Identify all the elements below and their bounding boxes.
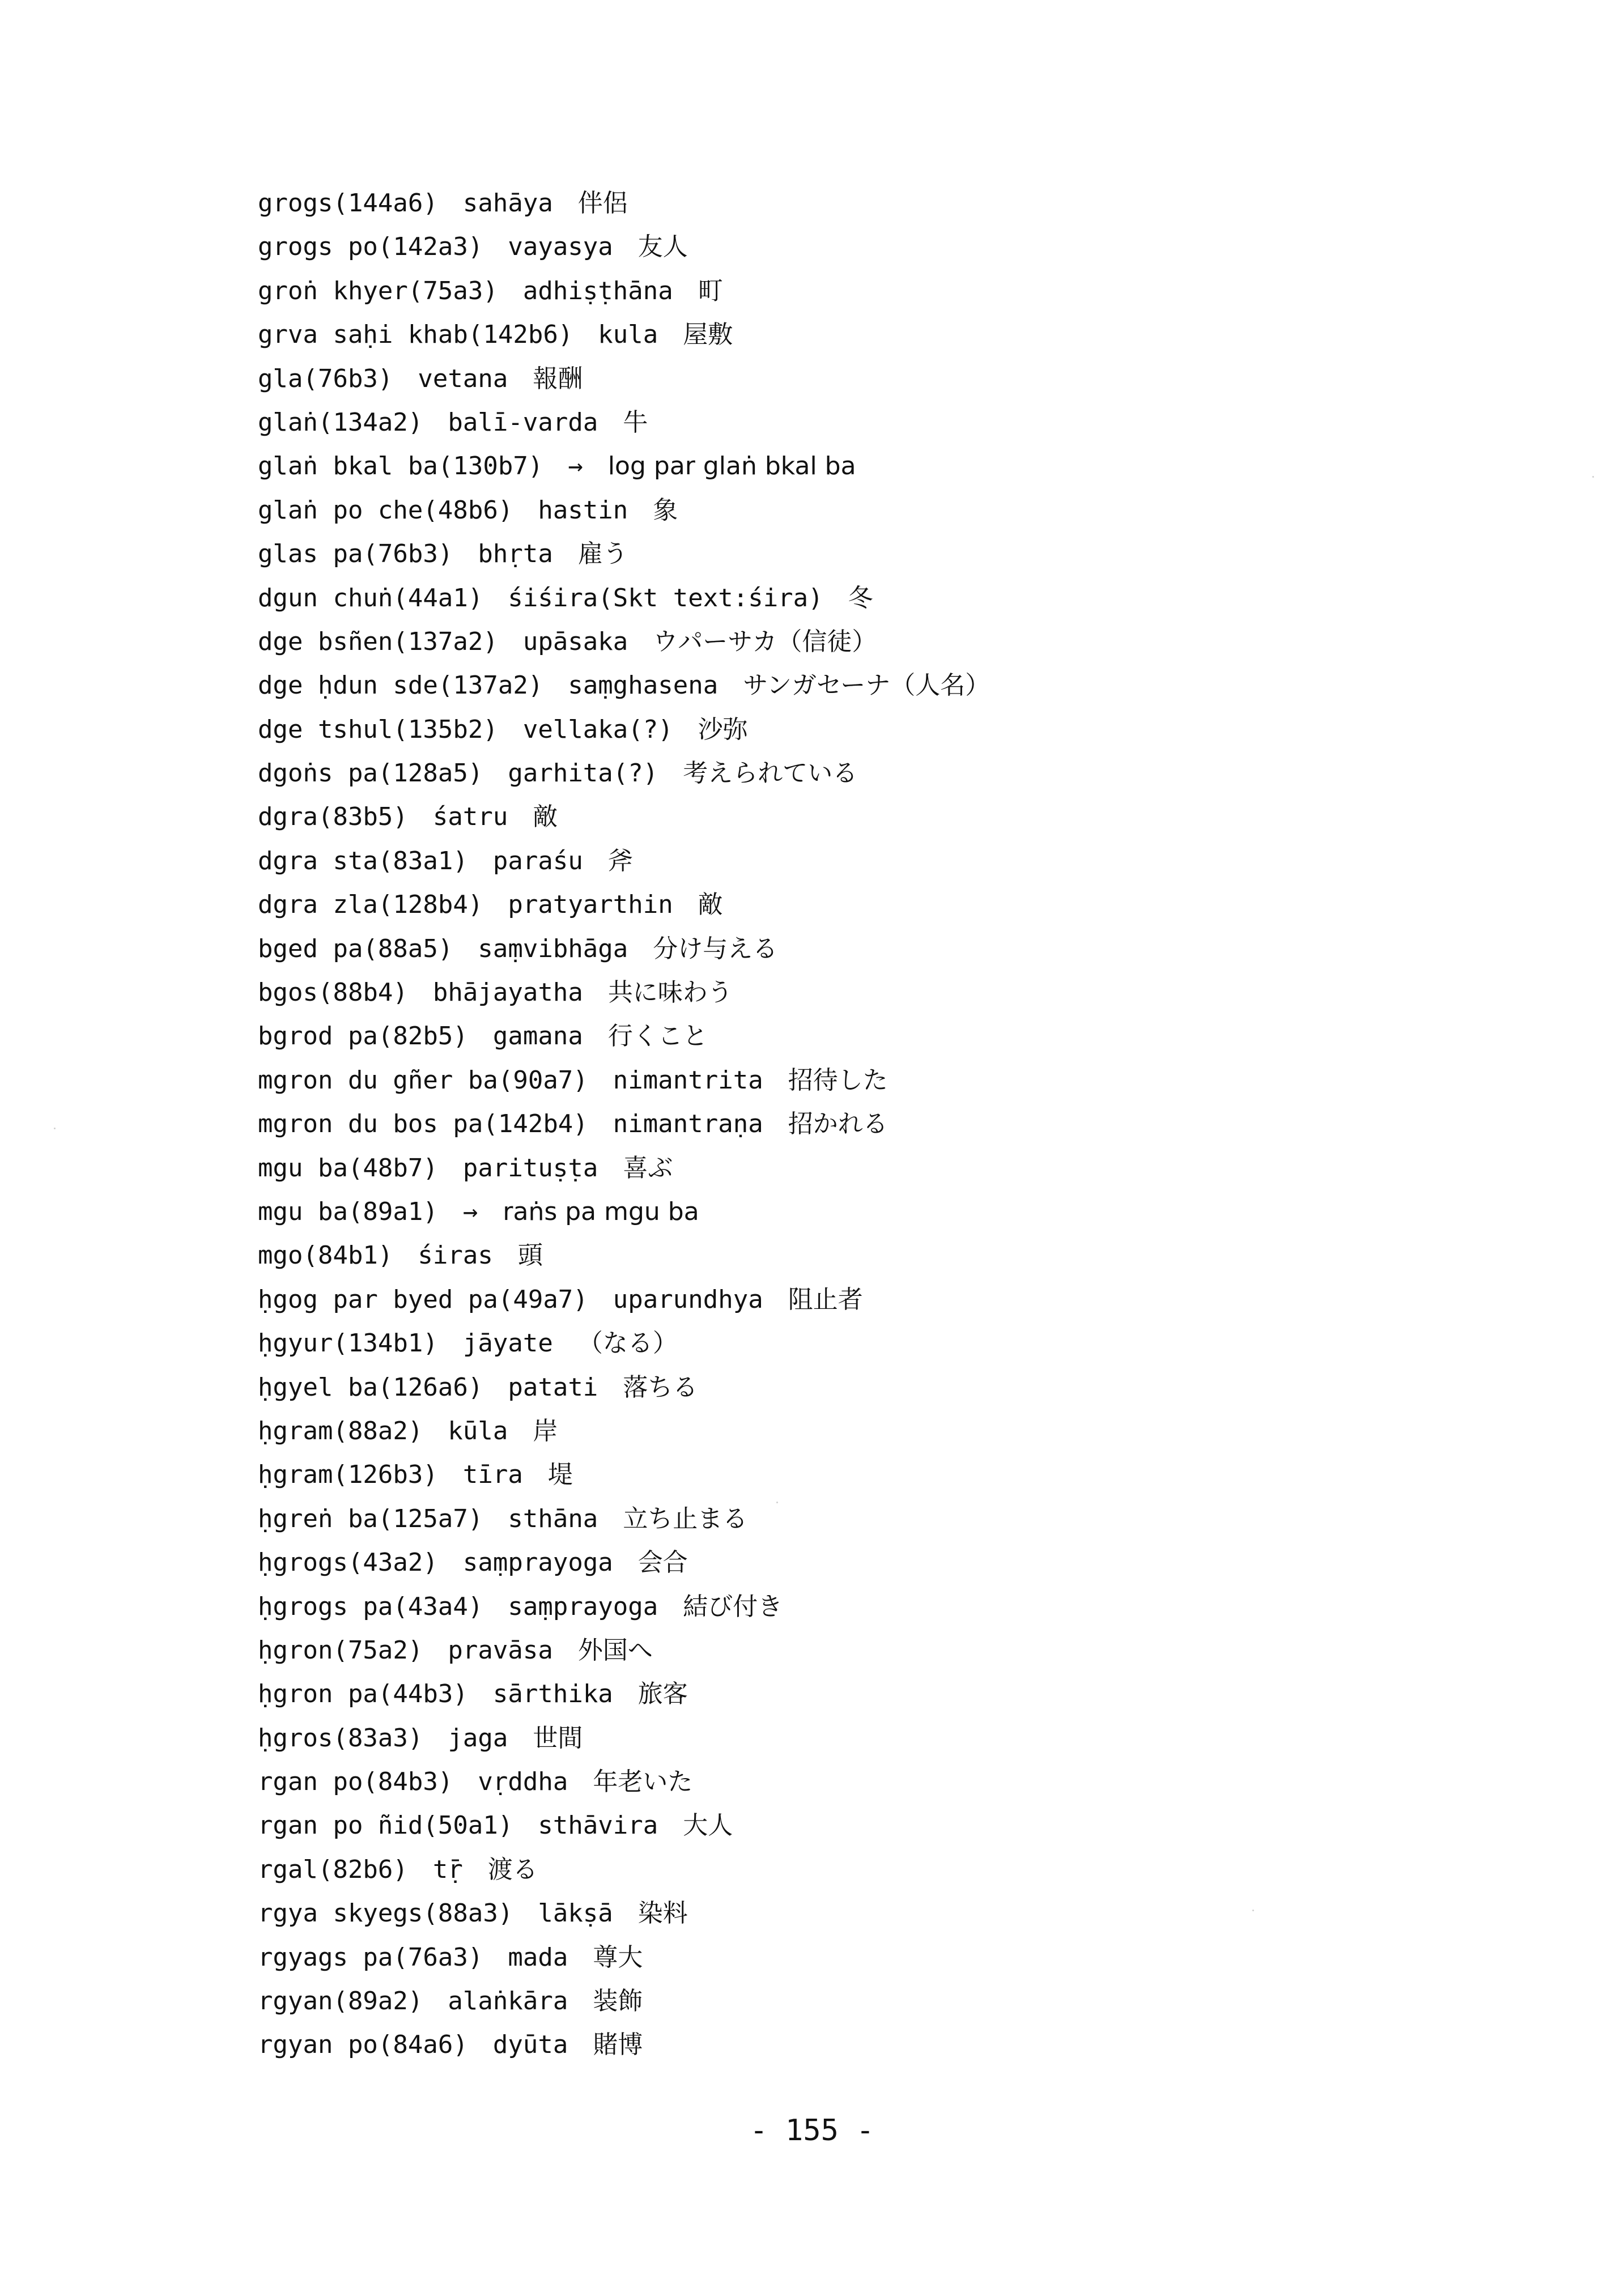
tibetan-term: grva saḥi khab(142b6) <box>258 320 573 350</box>
japanese-translation: raṅs pa mgu ba <box>503 1197 699 1226</box>
sanskrit-term: vetana <box>418 364 508 393</box>
sanskrit-term: patati <box>508 1372 598 1402</box>
glossary-entry <box>258 1102 1391 1146</box>
tibetan-term: dgoṅs pa(128a5) <box>258 759 483 788</box>
sanskrit-term: uparundhya <box>613 1285 763 1314</box>
sanskrit-term: paraśu <box>492 846 583 875</box>
sanskrit-term: bhṛta <box>478 539 553 569</box>
japanese-translation: 報酬 <box>533 364 583 393</box>
tibetan-term: groṅ khyer(75a3) <box>258 276 498 305</box>
japanese-translation: サンガセーナ（人名） <box>743 671 990 700</box>
glossary-entry <box>258 1936 1391 1979</box>
japanese-translation: 雇う <box>577 539 628 569</box>
sanskrit-term: → <box>462 1197 478 1226</box>
japanese-translation: 招かれる <box>788 1109 888 1139</box>
glossary-entry <box>258 1848 1391 1891</box>
tibetan-term: dgra zla(128b4) <box>258 890 483 920</box>
sanskrit-term: alaṅkāra <box>448 1987 568 2016</box>
japanese-translation: （なる） <box>577 1329 678 1358</box>
japanese-translation: 会合 <box>637 1548 688 1578</box>
japanese-translation: 旅客 <box>637 1680 688 1709</box>
sanskrit-term: upāsaka <box>522 627 628 656</box>
japanese-translation: 町 <box>698 276 723 305</box>
glossary-entry <box>258 225 1391 269</box>
japanese-translation: 結び付き <box>683 1592 783 1621</box>
glossary-entry <box>258 444 1391 488</box>
glossary-entry <box>258 927 1391 971</box>
japanese-translation: 沙弥 <box>698 715 748 744</box>
japanese-translation: 大人 <box>683 1811 733 1840</box>
glossary-entry <box>258 839 1391 883</box>
glossary-entry <box>258 751 1391 795</box>
japanese-translation: 外国へ <box>577 1635 653 1665</box>
glossary-entry <box>258 1716 1391 1760</box>
sanskrit-term: lākṣā <box>538 1899 613 1928</box>
japanese-translation: 敵 <box>533 802 558 832</box>
japanese-translation: 渡る <box>487 1855 538 1884</box>
tibetan-term: gla(76b3) <box>258 364 393 393</box>
glossary-entry <box>258 1804 1391 1847</box>
japanese-translation: 尊大 <box>593 1942 643 1972</box>
sanskrit-term: mada <box>508 1942 568 1972</box>
glossary-entry <box>258 357 1391 401</box>
sanskrit-term: nimantrita <box>613 1065 763 1095</box>
glossary-entry <box>258 1014 1391 1058</box>
sanskrit-term: gamana <box>492 1022 583 1051</box>
scan-speck <box>54 1128 56 1129</box>
japanese-translation: 屋敷 <box>683 320 733 350</box>
tibetan-term: glaṅ(134a2) <box>258 407 423 437</box>
tibetan-term: ḥgron(75a2) <box>258 1635 423 1665</box>
tibetan-term: grogs(144a6) <box>258 189 438 218</box>
tibetan-term: dge ḥdun sde(137a2) <box>258 671 543 700</box>
glossary-entry <box>258 1146 1391 1190</box>
sanskrit-term: balī-varda <box>448 407 598 437</box>
sanskrit-term: jāyate <box>462 1329 553 1358</box>
glossary-entry <box>258 181 1391 225</box>
tibetan-term: ḥgyel ba(126a6) <box>258 1372 483 1402</box>
glossary-entry <box>258 1453 1391 1496</box>
sanskrit-term: śiśira(Skt text:śira) <box>508 583 823 613</box>
japanese-translation: 装飾 <box>593 1987 643 2016</box>
japanese-translation: 落ちる <box>623 1372 698 1402</box>
glossary-entry <box>258 1366 1391 1409</box>
tibetan-term: ḥgreṅ ba(125a7) <box>258 1504 483 1533</box>
tibetan-term: rgan po ñid(50a1) <box>258 1811 513 1840</box>
sanskrit-term: śiras <box>418 1241 493 1270</box>
glossary-entry <box>258 1629 1391 1672</box>
sanskrit-term: sthāvira <box>538 1811 658 1840</box>
sanskrit-term: saṃghasena <box>568 671 719 700</box>
sanskrit-term: garhita(?) <box>508 759 658 788</box>
sanskrit-term: → <box>568 452 583 481</box>
sanskrit-term: sthāna <box>508 1504 598 1533</box>
sanskrit-term: bhājayatha <box>432 978 583 1007</box>
glossary-entry <box>258 401 1391 444</box>
sanskrit-term: saṃprayoga <box>508 1592 658 1621</box>
japanese-translation: 象 <box>653 495 678 525</box>
glossary-entry <box>258 1541 1391 1584</box>
sanskrit-term: parituṣṭa <box>462 1153 598 1183</box>
tibetan-term: dgra(83b5) <box>258 802 408 832</box>
japanese-translation: log par glaṅ bkal ba <box>607 452 856 481</box>
sanskrit-term: pratyarthin <box>508 890 673 920</box>
tibetan-term: mgu ba(89a1) <box>258 1197 438 1226</box>
sanskrit-term: nimantraṇa <box>613 1109 763 1139</box>
sanskrit-term: hastin <box>538 495 628 525</box>
japanese-translation: 堤 <box>547 1460 573 1490</box>
glossary-entry <box>258 576 1391 620</box>
glossary-entry <box>258 313 1391 356</box>
japanese-translation: 冬 <box>848 583 873 613</box>
sanskrit-term: jaga <box>448 1723 508 1753</box>
japanese-translation: 世間 <box>533 1723 583 1753</box>
tibetan-term: glas pa(76b3) <box>258 539 453 569</box>
glossary-entry <box>258 1585 1391 1629</box>
tibetan-term: ḥgram(126b3) <box>258 1460 438 1490</box>
japanese-translation: 阻止者 <box>788 1285 863 1314</box>
glossary-entry <box>258 1891 1391 1935</box>
japanese-translation: 友人 <box>637 232 688 262</box>
tibetan-term: dgra sta(83a1) <box>258 846 468 875</box>
scan-speck <box>776 1502 778 1503</box>
tibetan-term: glaṅ bkal ba(130b7) <box>258 452 543 481</box>
glossary-entry <box>258 532 1391 576</box>
japanese-translation: 頭 <box>517 1241 543 1270</box>
sanskrit-term: dyūta <box>492 2030 568 2060</box>
sanskrit-term: saṃvibhāga <box>478 934 628 963</box>
sanskrit-term: kūla <box>448 1416 508 1445</box>
sanskrit-term: adhiṣṭhāna <box>522 276 673 305</box>
sanskrit-term: tīra <box>462 1460 523 1490</box>
glossary-entry <box>258 1760 1391 1804</box>
tibetan-term: mgron du gñer ba(90a7) <box>258 1065 588 1095</box>
glossary-entry <box>258 971 1391 1014</box>
tibetan-term: ḥgram(88a2) <box>258 1416 423 1445</box>
glossary-entry <box>258 1278 1391 1321</box>
glossary-entries <box>258 181 1391 2067</box>
glossary-entry <box>258 1234 1391 1277</box>
tibetan-term: dge tshul(135b2) <box>258 715 498 744</box>
sanskrit-term: sārthika <box>492 1680 613 1709</box>
glossary-entry <box>258 1058 1391 1102</box>
glossary-entry <box>258 1409 1391 1453</box>
glossary-entry <box>258 883 1391 926</box>
japanese-translation: 斧 <box>607 846 633 875</box>
tibetan-term: mgu ba(48b7) <box>258 1153 438 1183</box>
scan-speck <box>1592 476 1594 478</box>
tibetan-term: ḥgog par byed pa(49a7) <box>258 1285 588 1314</box>
tibetan-term: ḥgros(83a3) <box>258 1723 423 1753</box>
sanskrit-term: saṃprayoga <box>462 1548 613 1578</box>
tibetan-term: glaṅ po che(48b6) <box>258 495 513 525</box>
tibetan-term: rgan po(84b3) <box>258 1767 453 1797</box>
glossary-entry <box>258 708 1391 751</box>
glossary-entry <box>258 488 1391 532</box>
glossary-entry <box>258 269 1391 313</box>
glossary-entry <box>258 1321 1391 1365</box>
tibetan-term: ḥgyur(134b1) <box>258 1329 438 1358</box>
japanese-translation: 岸 <box>533 1416 558 1445</box>
japanese-translation: 伴侶 <box>577 189 628 218</box>
sanskrit-term: kula <box>598 320 658 350</box>
tibetan-term: bgrod pa(82b5) <box>258 1022 468 1051</box>
glossary-entry <box>258 795 1391 839</box>
sanskrit-term: vayasya <box>508 232 613 262</box>
sanskrit-term: pravāsa <box>448 1635 553 1665</box>
tibetan-term: ḥgron pa(44b3) <box>258 1680 468 1709</box>
glossary-entry <box>258 664 1391 707</box>
japanese-translation: 喜ぶ <box>623 1153 673 1183</box>
glossary-entry <box>258 1190 1391 1234</box>
sanskrit-term: tṝ <box>432 1855 463 1884</box>
japanese-translation: 考えられている <box>683 759 858 788</box>
tibetan-term: ḥgrogs(43a2) <box>258 1548 438 1578</box>
japanese-translation: 牛 <box>623 407 648 437</box>
page-number: - 155 - <box>750 2114 874 2148</box>
tibetan-term: dge bsñen(137a2) <box>258 627 498 656</box>
sanskrit-term: sahāya <box>462 189 553 218</box>
tibetan-term: ḥgrogs pa(43a4) <box>258 1592 483 1621</box>
japanese-translation: 賭博 <box>593 2030 643 2060</box>
tibetan-term: mgo(84b1) <box>258 1241 393 1270</box>
tibetan-term: rgyan(89a2) <box>258 1987 423 2016</box>
scan-speck <box>1252 1910 1254 1911</box>
glossary-entry <box>258 2023 1391 2067</box>
sanskrit-term: vṛddha <box>478 1767 568 1797</box>
tibetan-term: mgron du bos pa(142b4) <box>258 1109 588 1139</box>
japanese-translation: ウパーサカ（信徒） <box>653 627 877 656</box>
glossary-entry <box>258 620 1391 664</box>
tibetan-term: rgya skyegs(88a3) <box>258 1899 513 1928</box>
japanese-translation: 共に味わう <box>607 978 733 1007</box>
japanese-translation: 年老いた <box>593 1767 693 1797</box>
japanese-translation: 敵 <box>698 890 723 920</box>
sanskrit-term: vellaka(?) <box>522 715 673 744</box>
glossary-entry <box>258 1672 1391 1716</box>
tibetan-term: rgyan po(84a6) <box>258 2030 468 2060</box>
sanskrit-term: śatru <box>432 802 508 832</box>
japanese-translation: 分け与える <box>653 934 778 963</box>
tibetan-term: grogs po(142a3) <box>258 232 483 262</box>
japanese-translation: 行くこと <box>607 1022 708 1051</box>
tibetan-term: bged pa(88a5) <box>258 934 453 963</box>
tibetan-term: rgal(82b6) <box>258 1855 408 1884</box>
japanese-translation: 招待した <box>788 1065 888 1095</box>
tibetan-term: rgyags pa(76a3) <box>258 1942 483 1972</box>
japanese-translation: 染料 <box>637 1899 688 1928</box>
glossary-entry <box>258 1979 1391 2023</box>
japanese-translation: 立ち止まる <box>623 1504 748 1533</box>
tibetan-term: dgun chuṅ(44a1) <box>258 583 483 613</box>
tibetan-term: bgos(88b4) <box>258 978 408 1007</box>
glossary-entry <box>258 1497 1391 1541</box>
